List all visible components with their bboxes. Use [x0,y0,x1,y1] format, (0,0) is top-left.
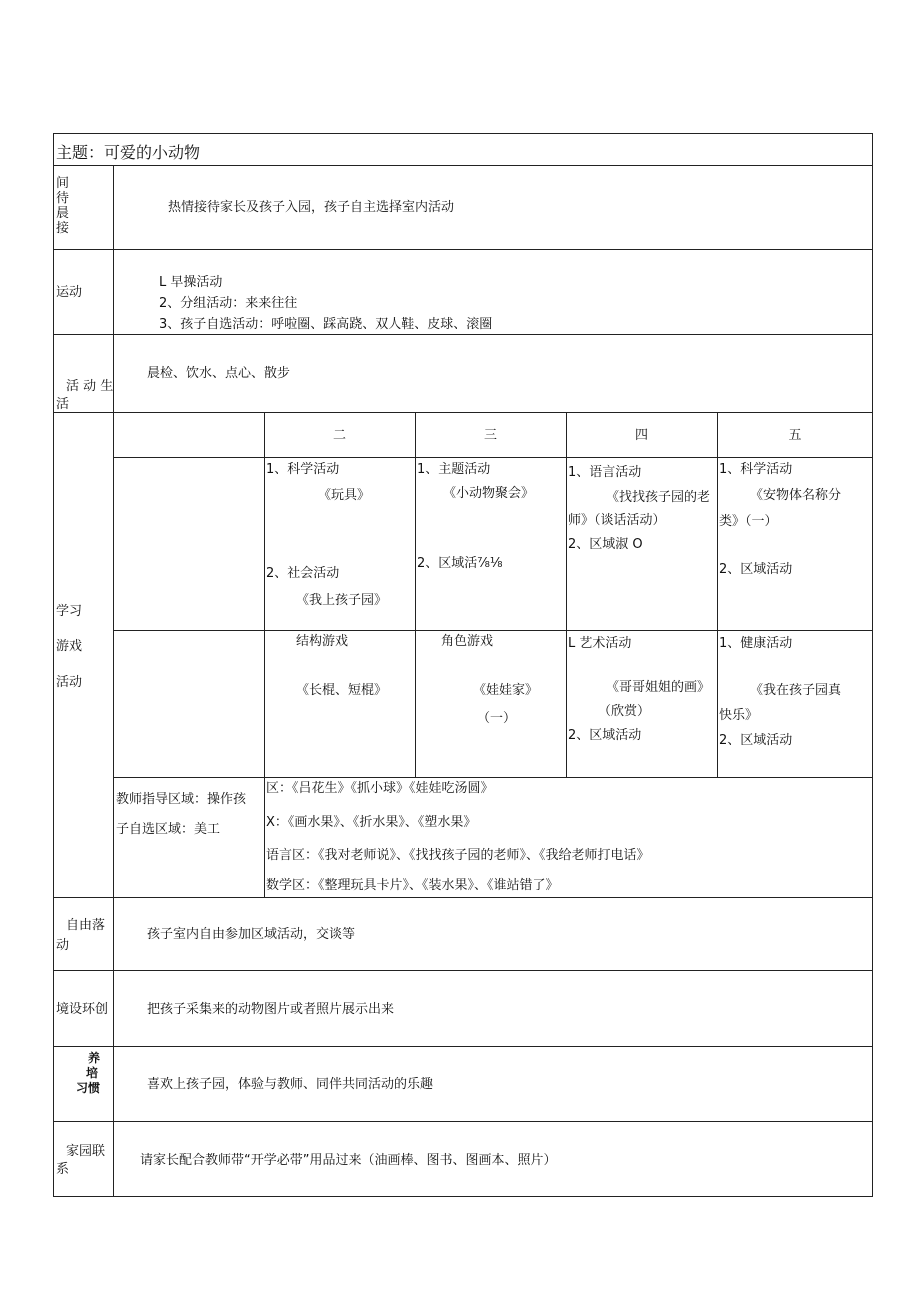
day-header-fri: 五 [788,428,802,443]
thu-activity-1-title-b: 师》（谈话活动） [568,513,666,528]
home-content: 请家长配合教师带“开学必带”用品过来（油画棒、图书、图画本、照片） [140,1153,557,1168]
row-divider [53,334,873,335]
fri-activity-1-title-a: 《安物体名称分 [750,488,842,503]
tue-activity-2: 2、社会活动 [266,566,340,581]
wed-activity-2: 2、区域活⅞⅛ [417,556,503,571]
reception-content: 热情接待家长及孩子入园，孩子自主选择室内活动 [168,200,455,215]
day-header-wed: 三 [483,428,497,443]
row-divider [53,1046,873,1047]
column-divider [113,165,114,1197]
reception-label-1: 间 [56,176,70,191]
free-label-2: 动 [56,938,70,953]
fri-area-activity: 2、区域活动 [719,733,793,748]
tue-game-title: 《长棍、短棍》 [296,683,388,698]
area-left-line-1: 教师指导区域：操作孩 [116,792,247,807]
thu-activity-2: 2、区域淑 O [568,537,643,552]
exercise-label: 运动 [56,285,83,300]
fri-health-title-b: 快乐》 [719,708,759,723]
study-label-1: 学习 [56,604,83,619]
fri-activity-1-title-b: 类》（一） [719,514,778,529]
fri-health-activity: 1、健康活动 [719,636,793,651]
row-divider [53,970,873,971]
reception-label-3: 晨 [56,206,70,221]
day-header-thu: 四 [634,428,648,443]
tue-game: 结构游戏 [296,634,349,649]
column-divider [717,412,718,777]
environment-label: 境设环创 [56,1002,109,1017]
row-divider [53,165,873,166]
area-line-2: X：《画水果》、《折水果》、《塑水果》 [266,815,477,830]
row-divider [53,249,873,250]
row-divider [113,457,873,458]
plan-title: 主题：可爱的小动物 [56,143,201,162]
habits-label-3: 习惯 [76,1081,101,1095]
row-divider [53,1121,873,1122]
wed-activity-1: 1、主题活动 [417,462,491,477]
habits-label-1: 养 [88,1051,101,1065]
wed-game: 角色游戏 [441,634,494,649]
life-content: 晨检、饮水、点心、散步 [147,366,291,381]
exercise-item-2: 2、分组活动：来来往往 [159,296,298,311]
exercise-item-3: 3、孩子自选活动：呼啦圈、踩高跷、双人鞋、皮球、滚圈 [159,317,493,332]
column-divider [264,412,265,897]
thu-area-activity: 2、区域活动 [568,728,642,743]
reception-label-2: 待 [56,191,70,206]
tue-activity-1-title: 《玩具》 [318,488,371,503]
thu-art-title: 《哥哥姐姐的画》 [606,680,711,695]
life-label-2: 活 [56,397,70,412]
wed-activity-1-title: 《小动物聚会》 [443,486,535,501]
home-label-1: 家园联 [66,1144,106,1159]
reception-label-4: 接 [56,221,70,236]
area-line-4: 数学区：《整理玩具卡片》、《装水果》、《谁站错了》 [266,878,559,893]
fri-activity-2: 2、区域活动 [719,562,793,577]
thu-art-note: （欣赏） [598,704,651,719]
row-divider [113,777,873,778]
day-header-tue: 二 [332,428,346,443]
area-left-line-2: 子自选区域：美工 [116,822,221,837]
area-line-3: 语言区：《我对老师说》、《找找孩子园的老师》、《我给老师打电话》 [266,848,650,863]
wed-game-title: 《娃娃家》 [473,683,539,698]
habits-content: 喜欢上孩子园，体验与教师、同伴共同活动的乐趣 [147,1077,434,1092]
thu-activity-1-title-a: 《找找孩子园的老 [606,490,711,505]
column-divider [415,412,416,777]
row-divider [53,897,873,898]
study-label-3: 活动 [56,675,83,690]
tue-activity-2-title: 《我上孩子园》 [296,593,388,608]
thu-art-activity: L 艺术活动 [568,636,632,651]
row-divider [113,630,873,631]
environment-content: 把孩子采集来的动物图片或者照片展示出来 [147,1002,395,1017]
plan-table [53,133,873,1197]
habits-label-2: 培 [86,1066,99,1080]
area-line-1: 区：《吕花生》《抓小球》《娃娃吃汤圆》 [266,781,494,796]
home-label-2: 系 [56,1162,70,1177]
life-label-1: 活 动 生 [66,379,114,394]
row-divider [53,412,873,413]
tue-activity-1: 1、科学活动 [266,462,340,477]
exercise-item-1: L 早操活动 [159,275,223,290]
column-divider [566,412,567,777]
study-label-2: 游戏 [56,639,83,654]
fri-health-title-a: 《我在孩子园真 [750,683,842,698]
fri-activity-1: 1、科学活动 [719,462,793,477]
free-label-1: 自由落 [66,918,106,933]
wed-game-part: （一） [477,711,517,726]
thu-activity-1: 1、语言活动 [568,465,642,480]
free-content: 孩子室内自由参加区域活动，交谈等 [147,927,356,942]
